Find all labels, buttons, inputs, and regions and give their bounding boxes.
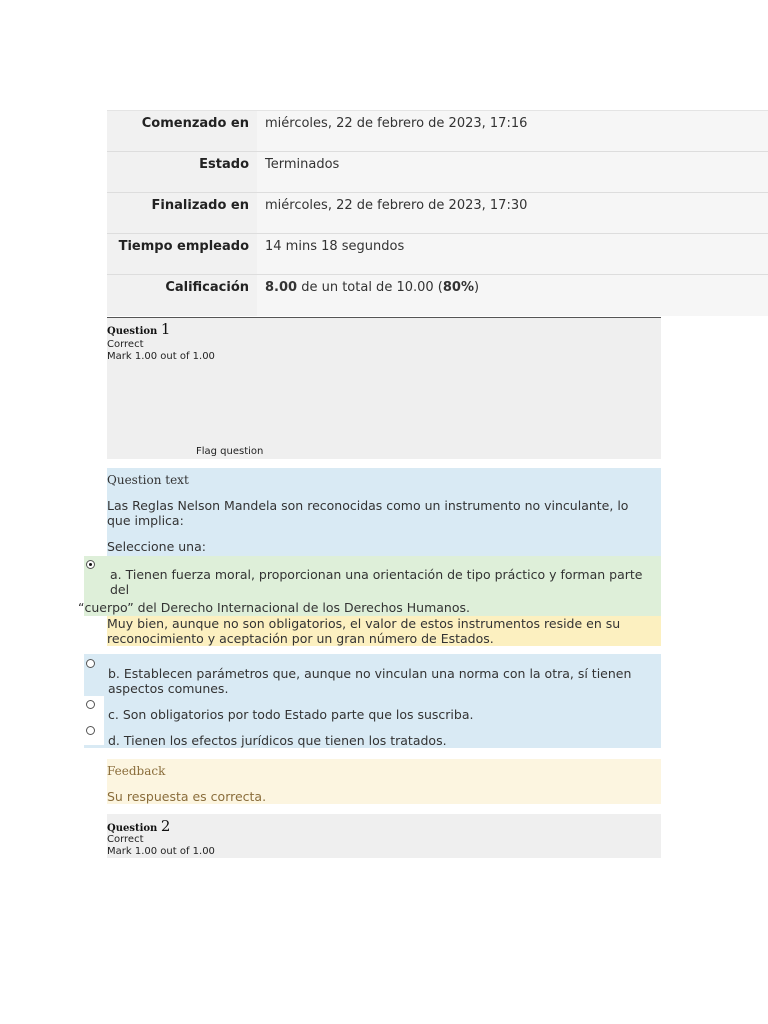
- summary-row-state: [107, 151, 768, 192]
- summary-label: Tiempo empleado: [107, 234, 257, 274]
- summary-label: Calificación: [107, 275, 257, 316]
- grade-percent: 80%: [442, 280, 474, 295]
- summary-row-time-taken: [107, 233, 768, 274]
- summary-row-finished: [107, 192, 768, 233]
- option-d-radio[interactable]: [86, 726, 95, 735]
- feedback-label: Feedback: [107, 764, 166, 778]
- summary-label: Comenzado en: [107, 111, 257, 151]
- question-1-mark: Mark 1.00 out of 1.00: [107, 351, 215, 362]
- option-a-feedback: [107, 616, 661, 646]
- summary-row-grade: [107, 274, 768, 316]
- option-b-text: b. Establecen parámetros que, aunque no vinculan una norma con la otra, sí tienen aspectos comunes.: [108, 666, 632, 696]
- option-c-text: c. Son obligatorios por todo Estado parte que los suscriba.: [108, 707, 474, 722]
- grade-close: ): [474, 280, 480, 295]
- summary-value: Terminados: [257, 152, 768, 192]
- option-a[interactable]: [78, 556, 661, 616]
- summary-value: miércoles, 22 de febrero de 2023, 17:30: [257, 193, 768, 233]
- question-2-state: Correct: [107, 834, 144, 845]
- question-2-mark: Mark 1.00 out of 1.00: [107, 846, 215, 857]
- feedback-text: Su respuesta es correcta.: [107, 789, 267, 804]
- question-number: 2: [160, 817, 171, 835]
- question-word: Question: [107, 823, 158, 834]
- question-1-info: [107, 317, 661, 459]
- question-1-title: [107, 320, 170, 338]
- summary-value: miércoles, 22 de febrero de 2023, 17:16: [257, 111, 768, 151]
- select-one-prompt: Seleccione una:: [107, 539, 206, 554]
- question-1-state: Correct: [107, 339, 144, 350]
- question-2-title: [107, 817, 170, 835]
- grade-score: 8.00: [265, 280, 298, 295]
- question-1-feedback: [107, 759, 661, 804]
- grade-value: [257, 275, 768, 316]
- attempt-summary-table: [107, 110, 768, 316]
- option-b-radio[interactable]: [86, 659, 95, 668]
- option-d-strip: [84, 745, 104, 748]
- summary-row-started: [107, 110, 768, 151]
- flag-question-link[interactable]: Flag question: [196, 446, 264, 457]
- option-a-feedback-text: Muy bien, aunque no son obligatorios, el valor de estos instrumentos reside en su reconocimiento y aceptación por un gran número de Estados.: [107, 616, 621, 646]
- option-d-text: d. Tienen los efectos jurídicos que tienen los tratados.: [108, 733, 447, 748]
- option-a-line2: “cuerpo” del Derecho Internacional de los Derechos Humanos.: [78, 600, 470, 615]
- option-c-radio[interactable]: [86, 700, 95, 709]
- option-c[interactable]: [104, 696, 661, 722]
- question-1-text: Las Reglas Nelson Mandela son reconocidas como un instrumento no vinculante, lo que implica:: [107, 498, 629, 528]
- question-2-info: [107, 814, 661, 858]
- option-b[interactable]: [84, 654, 661, 696]
- summary-label: Finalizado en: [107, 193, 257, 233]
- option-d[interactable]: [104, 722, 661, 748]
- grade-total: de un total de 10.00 (: [297, 280, 443, 295]
- summary-value: 14 mins 18 segundos: [257, 234, 768, 274]
- option-a-line1: a. Tienen fuerza moral, proporcionan una orientación de tipo práctico y forman parte del: [110, 567, 643, 597]
- option-a-radio[interactable]: [86, 560, 95, 569]
- question-word: Question: [107, 326, 158, 337]
- question-text-label: Question text: [107, 473, 189, 487]
- summary-label: Estado: [107, 152, 257, 192]
- question-number: 1: [160, 320, 171, 338]
- question-1-text-box: [107, 468, 661, 556]
